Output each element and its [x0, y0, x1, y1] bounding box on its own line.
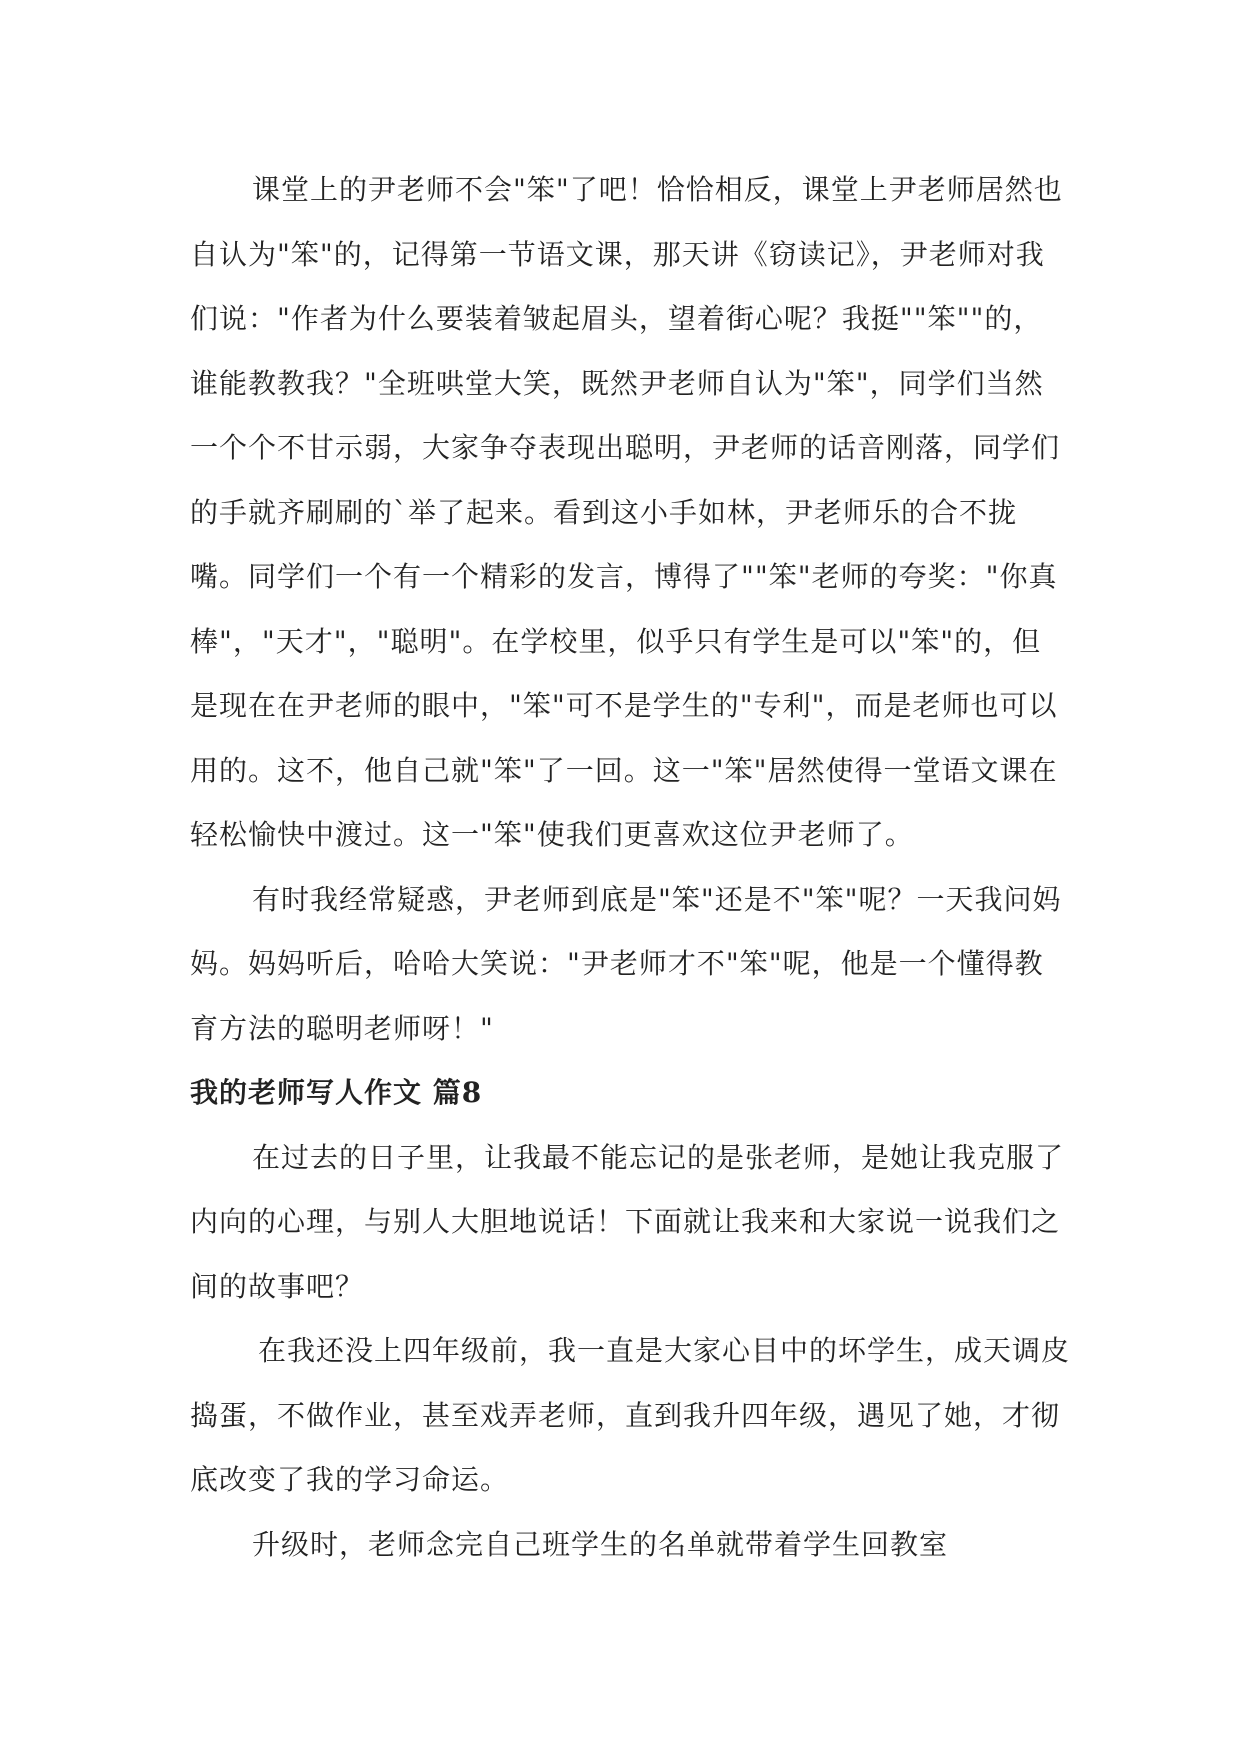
section-paragraph-2: 在我还没上四年级前，我一直是大家心目中的坏学生，成天调皮捣蛋，不做作业，甚至戏弄老师，直到我升四年级，遇见了她，才彻底改变了我的学习命运。 — [190, 1334, 1071, 1496]
section-heading: 我的老师写人作文 篇8 — [190, 1076, 483, 1109]
document-body — [190, 158, 1070, 1577]
paragraph-1: 课堂上的尹老师不会"笨"了吧！恰恰相反，课堂上尹老师居然也自认为"笨"的，记得第一节语文课，那天讲《窃读记》，尹老师对我们说："作者为什么要装着皱起眉头，望着街心呢？我挺""笨""的，谁能教教我？"全班哄堂大笑，既然尹老师自认为"笨"，同学们当然一个个不甘示弱，大家争夺表现出聪明，尹老师的话音刚落，同学们的手就齐刷刷的`举了起来。看到这小手如林，尹老师乐的合不拢嘴。同学们一个有一个精彩的发言，博得了""笨"老师的夸奖："你真棒"，"天才"，"聪明"。在学校里，似乎只有学生是可以"笨"的，但是现在在尹老师的眼中，"笨"可不是学生的"专利"，而是老师也可以用的。这不，他自己就"笨"了一回。这一"笨"居然使得一堂语文课在轻松愉快中渡过。这一"笨"使我们更喜欢这位尹老师了。 — [190, 173, 1063, 851]
section-paragraph-1: 在过去的日子里，让我最不能忘记的是张老师，是她让我克服了内向的心理，与别人大胆地说话！下面就让我来和大家说一说我们之间的故事吧？ — [190, 1140, 1065, 1303]
section-paragraph-3: 升级时，老师念完自己班学生的名单就带着学生回教室 — [252, 1527, 949, 1561]
paragraph-2: 有时我经常疑惑，尹老师到底是"笨"还是不"笨"呢？一天我问妈妈。妈妈听后，哈哈大笑说："尹老师才不"笨"呢，他是一个懂得教育方法的聪明老师呀！" — [190, 882, 1062, 1045]
